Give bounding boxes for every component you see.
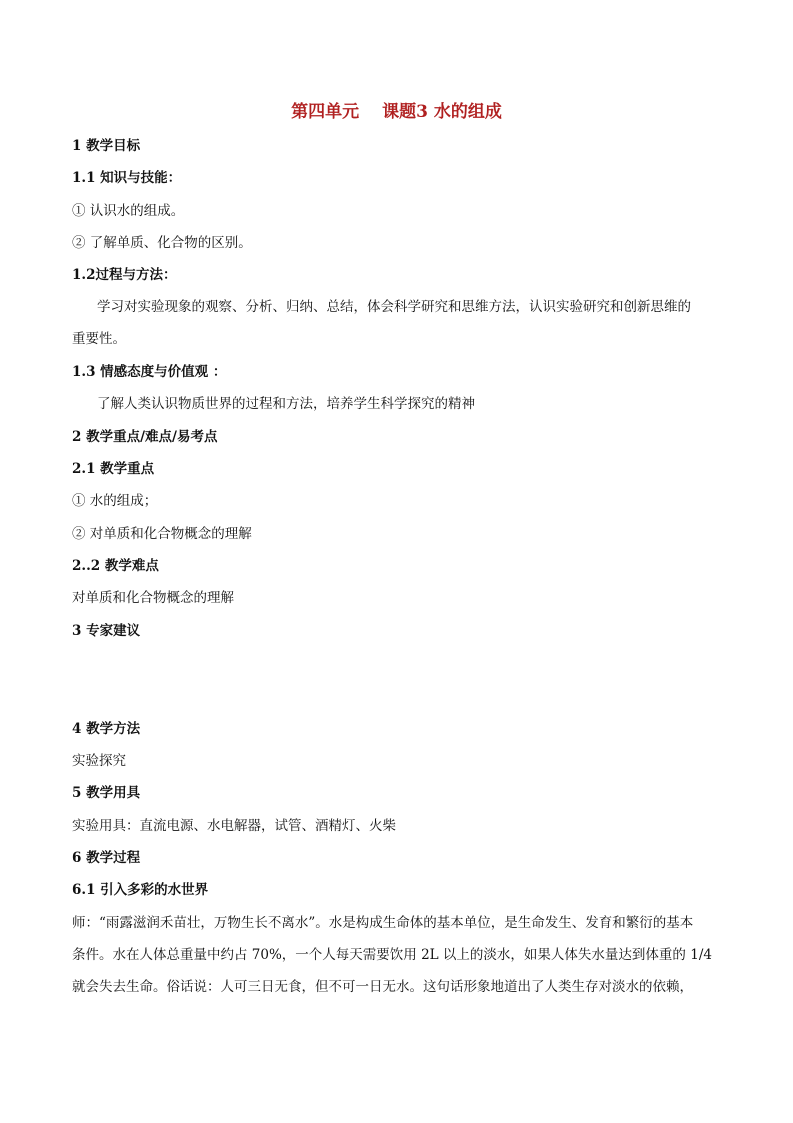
section-heading-6: 6 教学过程 <box>72 850 141 866</box>
paragraph-line: 条件。水在人体总重量中约占 70%，一个人每天需要饮用 2L 以上的淡水，如果人体失水量达到体重的 1/4 <box>72 947 712 963</box>
paragraph-line: 就会失去生命。俗话说：人可三日无食，但不可一日无水。这句话形象地道出了人类生存对淡水的依赖， <box>72 979 693 995</box>
paragraph-line: 实验用具：直流电源、水电解器，试管、酒精灯、火柴 <box>72 818 396 834</box>
subsection-heading-1-1: 1.1 知识与技能： <box>72 170 182 186</box>
paragraph-line: 了解人类认识物质世界的过程和方法，培养学生科学探究的精神 <box>97 396 475 412</box>
page-title: 第四单元 课题3 水的组成 <box>291 102 502 122</box>
list-item: ② 了解单质、化合物的区别。 <box>72 235 252 251</box>
list-item: ① 水的组成； <box>72 493 158 509</box>
list-item: ② 对单质和化合物概念的理解 <box>72 526 252 542</box>
subsection-heading-1-2: 1.2过程与方法： <box>72 267 177 283</box>
section-heading-1: 1 教学目标 <box>72 138 141 154</box>
paragraph-line: 对单质和化合物概念的理解 <box>72 590 234 606</box>
section-heading-4: 4 教学方法 <box>72 721 141 737</box>
list-item: ① 认识水的组成。 <box>72 203 185 219</box>
paragraph-line: 重要性。 <box>72 331 126 347</box>
paragraph-line: 学习对实验现象的观察、分析、归纳、总结，体会科学研究和思维方法，认识实验研究和创新思维的 <box>97 299 691 315</box>
subsection-heading-2-2: 2..2 教学难点 <box>72 558 159 574</box>
section-heading-5: 5 教学用具 <box>72 785 141 801</box>
subsection-heading-1-3: 1.3 情感态度与价值观 ： <box>72 364 227 380</box>
paragraph-line: 实验探究 <box>72 753 126 769</box>
section-heading-2: 2 教学重点/难点/易考点 <box>72 429 218 445</box>
subsection-heading-6-1: 6.1 引入多彩的水世界 <box>72 882 209 898</box>
section-heading-3: 3 专家建议 <box>72 623 141 639</box>
paragraph-line: 师：“雨露滋润禾苗壮，万物生长不离水”。水是构成生命体的基本单位，是生命发生、发育和繁衍的基本 <box>72 915 694 931</box>
subsection-heading-2-1: 2.1 教学重点 <box>72 461 155 477</box>
